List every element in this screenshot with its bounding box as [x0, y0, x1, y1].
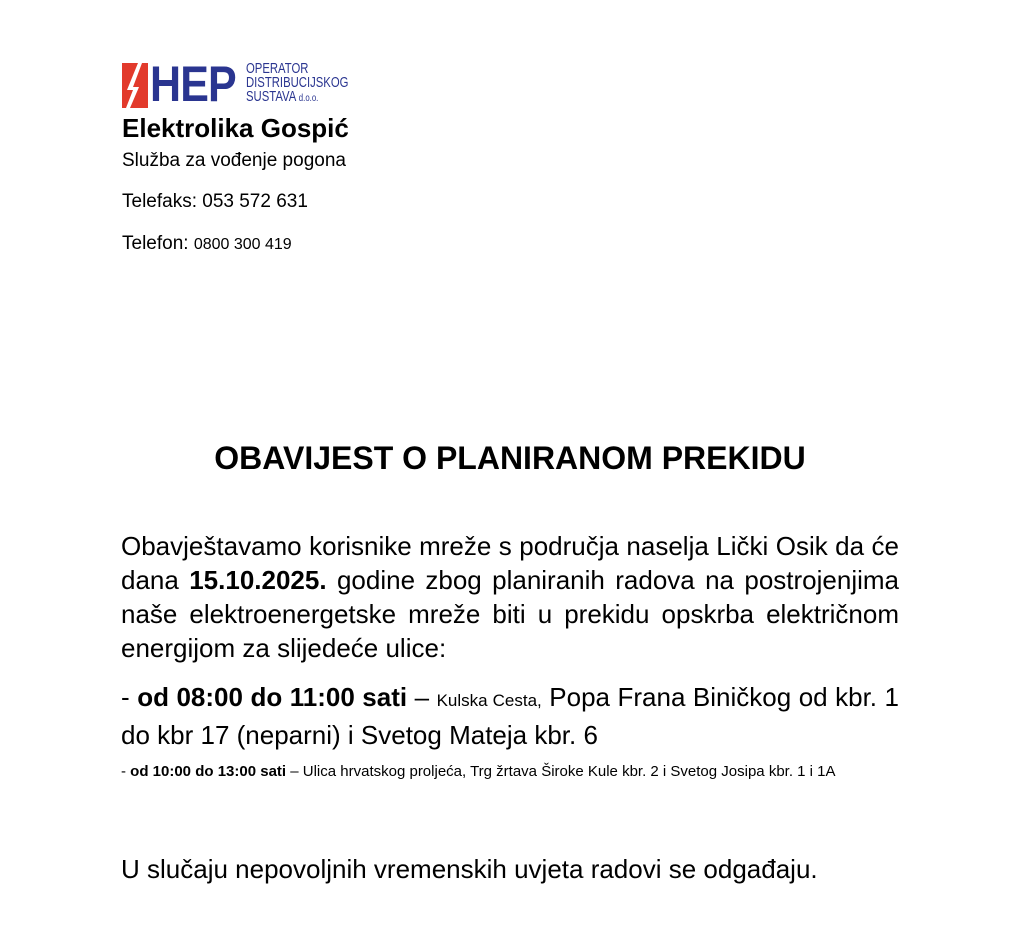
lightning-bolt-icon: [122, 63, 148, 108]
slot-2-separator: –: [290, 763, 299, 780]
intro-text-part-2: godine zbog planiranih radova na postrojenjima naše elektroenergetske mreže biti u prekidu opskrba električnom energijom za slijedeće ulice:: [121, 565, 900, 663]
slot-1-dash: -: [121, 682, 130, 712]
company-name: Elektrolika Gospić: [122, 113, 349, 143]
logo-sub-line-1: OPERATOR: [246, 61, 309, 77]
notice-intro-paragraph: [121, 529, 899, 665]
slot-1-time: od 08:00 do 11:00 sati: [137, 682, 408, 712]
slot-1-street-small: Kulska Cesta,: [436, 691, 542, 710]
slot-2-streets: Ulica hrvatskog proljeća, Trg žrtava Široke Kule kbr. 2 i Svetog Josipa kbr. 1 i 1A: [302, 763, 836, 780]
phone-label: Telefon:: [122, 233, 189, 254]
phone-number: 0800 300 419: [193, 236, 292, 253]
logo-sub-line-3-text: SUSTAVA: [246, 89, 296, 105]
notice-title: OBAVIJEST O PLANIRANOM PREKIDU: [214, 440, 806, 476]
slot-1-streets: Popa Frana Biničkog od kbr. 1 do kbr 17 (neparni) i Svetog Mateja kbr. 6: [121, 682, 899, 750]
weather-disclaimer: U slučaju nepovoljnih vremenskih uvjeta radovi se odgađaju.: [121, 854, 818, 884]
service-name: Služba za vođenje pogona: [122, 150, 346, 171]
fax-label: Telefaks:: [122, 191, 197, 212]
logo-sub-line-3: [246, 90, 348, 106]
logo-sub-line-2: DISTRIBUCIJSKOG: [246, 75, 349, 91]
slot-2-time: od 10:00 do 13:00 sati: [130, 763, 287, 780]
slot-1-separator: –: [414, 682, 430, 712]
intro-text-part-1: Obavještavamo korisnike mreže s područja naselja Lički Osik da će dana: [121, 531, 899, 595]
outage-slot-1: [121, 680, 899, 752]
phone-line: [122, 232, 292, 257]
logo-subtitle: [246, 62, 348, 106]
hep-logo: [122, 56, 362, 112]
slot-2-dash: -: [121, 763, 126, 780]
fax-number: 053 572 631: [202, 191, 308, 212]
fax-line: [122, 190, 308, 214]
outage-slot-2: [121, 762, 899, 782]
outage-date: 15.10.2025.: [189, 565, 327, 595]
logo-sub-suffix: d.o.o.: [298, 93, 319, 104]
logo-brand-text: HEP: [150, 56, 236, 112]
